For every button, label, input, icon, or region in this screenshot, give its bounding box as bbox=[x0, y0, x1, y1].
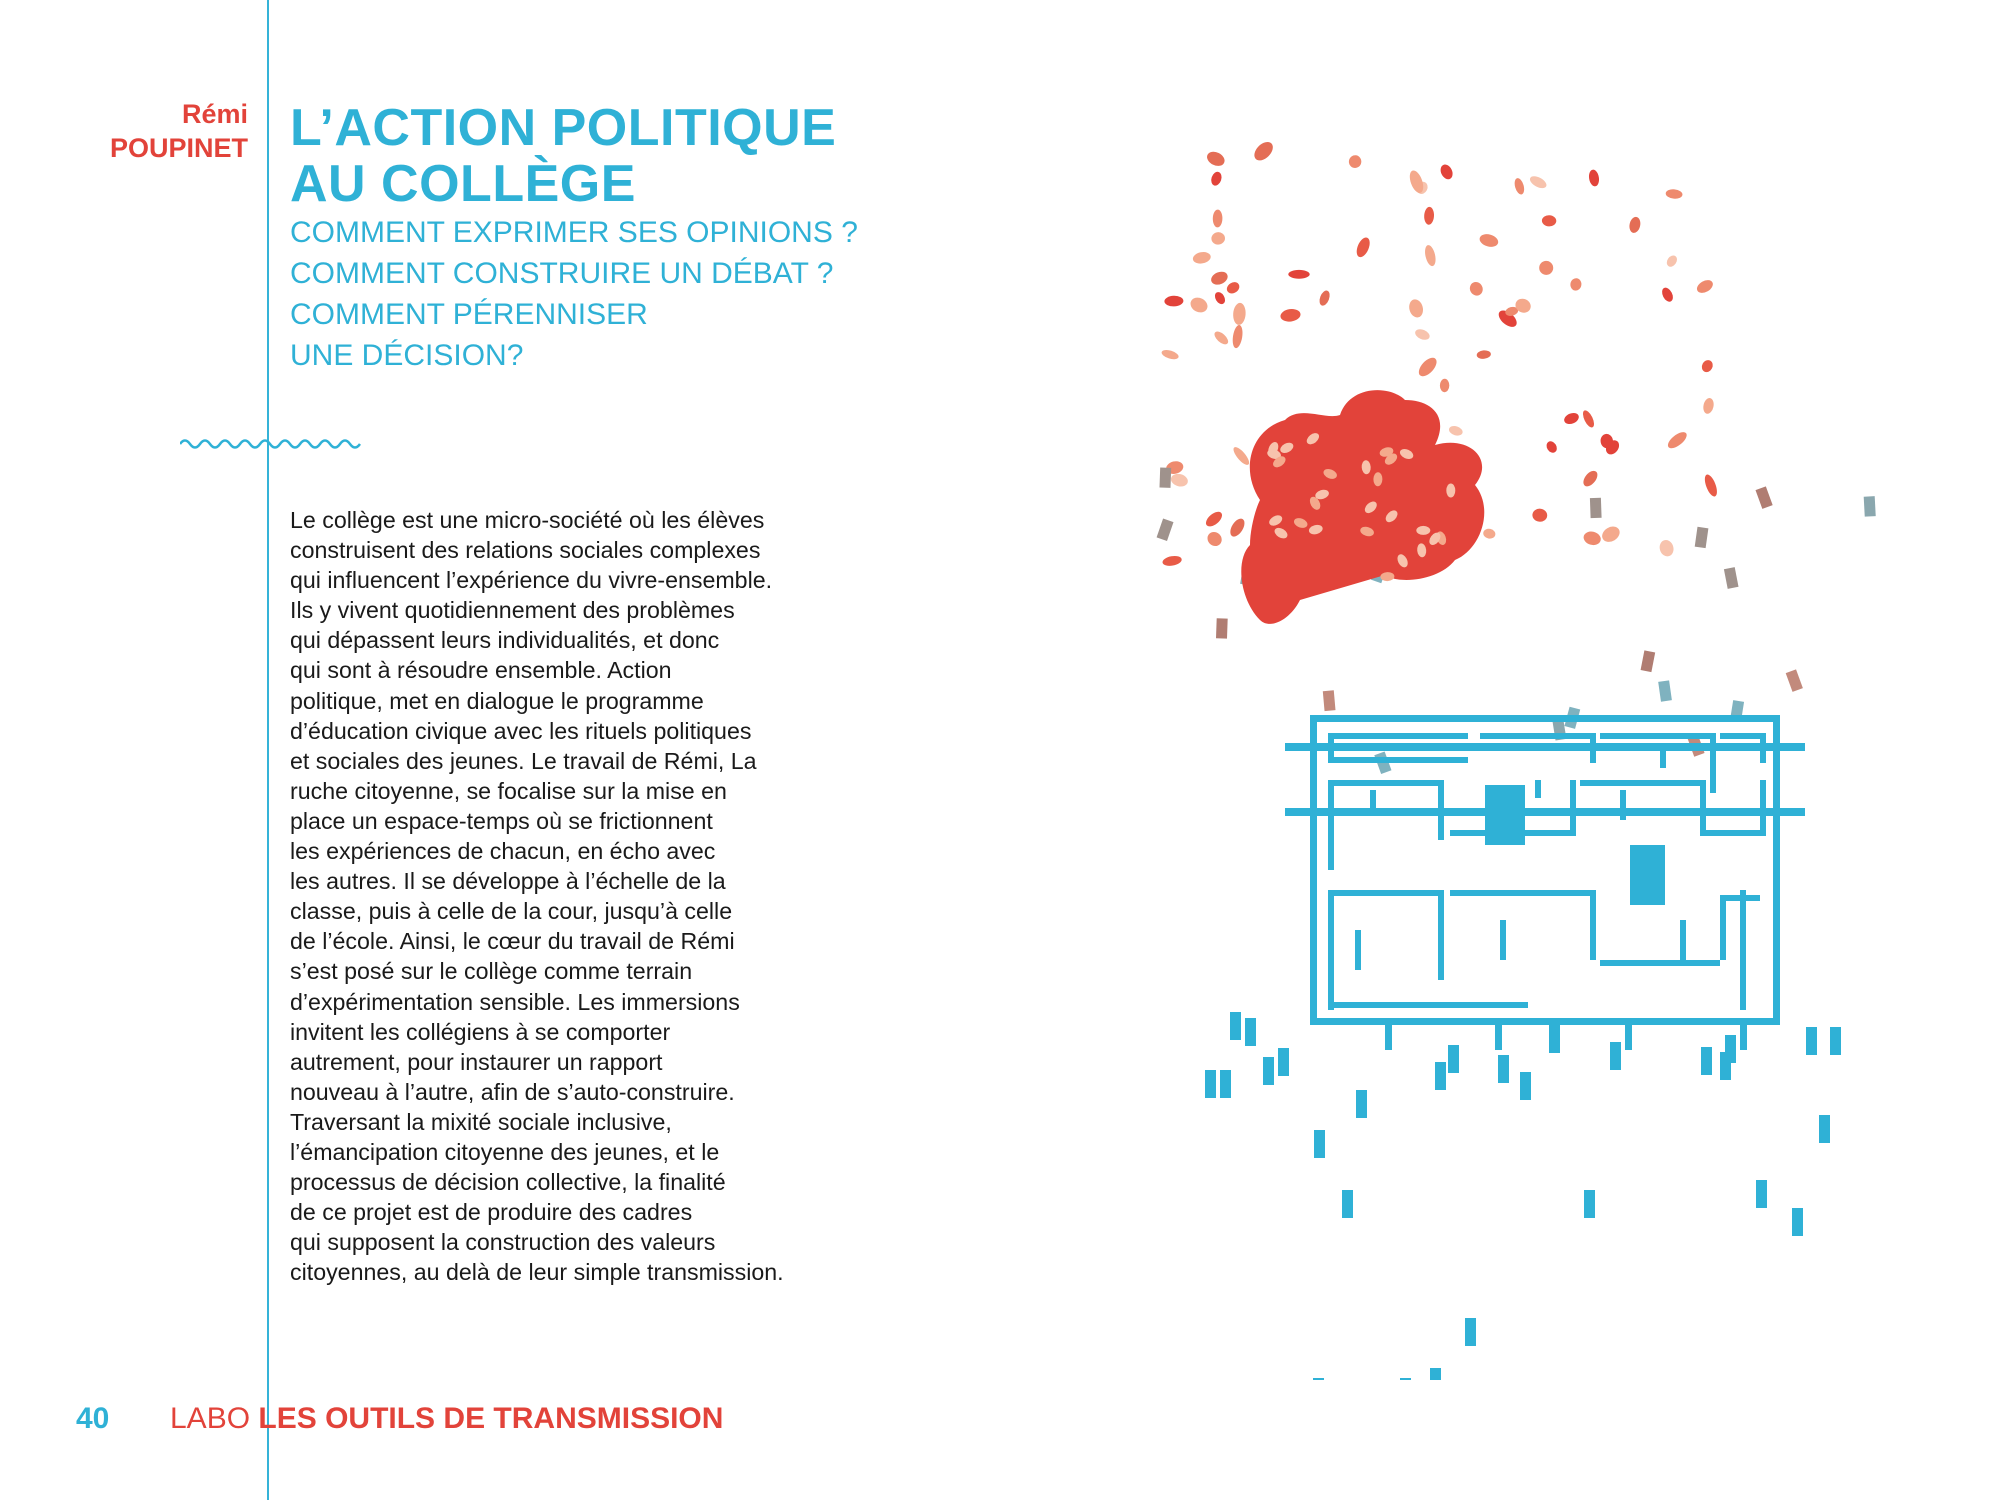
subtitle-line-4: UNE DÉCISION? bbox=[290, 339, 524, 372]
building-part bbox=[1495, 1025, 1502, 1050]
body-line: qui dépassent leurs individualités, et donc bbox=[290, 627, 720, 654]
author-first-name: Rémi bbox=[181, 99, 248, 129]
confetti-dot bbox=[1213, 210, 1223, 228]
rain-drop bbox=[1610, 1042, 1621, 1070]
building-part bbox=[1370, 790, 1376, 810]
page-title bbox=[290, 100, 836, 212]
building-part bbox=[1310, 715, 1317, 1025]
building-part bbox=[1328, 890, 1438, 896]
building-part bbox=[1760, 780, 1766, 836]
building-part bbox=[1285, 743, 1805, 751]
body-line: place un espace-temps où se frictionnent bbox=[290, 807, 713, 834]
body-line: invitent les collégiens à se comporter bbox=[290, 1018, 671, 1045]
building-part bbox=[1630, 845, 1665, 905]
rain-drop bbox=[1701, 1047, 1712, 1075]
body-paragraph bbox=[290, 505, 930, 1287]
blob-dot bbox=[1448, 424, 1464, 437]
building-part bbox=[1310, 715, 1780, 722]
rain-drop bbox=[1356, 1090, 1367, 1118]
confetti-dot bbox=[1438, 163, 1455, 182]
building-part bbox=[1720, 900, 1726, 960]
confetti-chip bbox=[1157, 519, 1174, 541]
confetti-chip bbox=[1216, 618, 1228, 638]
confetti-dot bbox=[1203, 509, 1224, 529]
confetti-dot bbox=[1231, 445, 1252, 467]
confetti-chip bbox=[1756, 486, 1773, 509]
rain-drop bbox=[1245, 1018, 1256, 1046]
confetti-chip bbox=[1323, 690, 1336, 711]
rain-drop bbox=[1830, 1027, 1841, 1055]
confetti-dot bbox=[1582, 530, 1602, 547]
rain-drop bbox=[1520, 1072, 1531, 1100]
rain-drop bbox=[1435, 1062, 1446, 1090]
confetti-dot bbox=[1563, 411, 1581, 426]
confetti-dot bbox=[1665, 429, 1689, 451]
building-part bbox=[1705, 830, 1765, 836]
building-part bbox=[1500, 920, 1506, 960]
rain-drop bbox=[1313, 1378, 1324, 1380]
footer-section-title: LES OUTILS DE TRANSMISSION bbox=[258, 1402, 724, 1435]
body-line: qui supposent la construction des valeurs bbox=[290, 1229, 716, 1256]
rain-drop bbox=[1342, 1190, 1353, 1218]
confetti-dot bbox=[1702, 397, 1715, 415]
building-part bbox=[1600, 733, 1710, 739]
body-line: Le collège est une micro-société où les élèves bbox=[290, 507, 765, 533]
confetti-dot bbox=[1665, 189, 1683, 200]
confetti-dot bbox=[1318, 289, 1332, 307]
building-part bbox=[1480, 733, 1590, 739]
building-part bbox=[1590, 733, 1596, 763]
building-part bbox=[1328, 890, 1334, 1010]
subtitle-line-2: COMMENT CONSTRUIRE UN DÉBAT ? bbox=[290, 257, 834, 290]
building-part bbox=[1310, 1018, 1780, 1025]
red-cloud-blob bbox=[1241, 390, 1484, 624]
confetti-dot bbox=[1702, 473, 1719, 498]
body-line: les autres. Il se développe à l’échelle de la bbox=[290, 868, 726, 895]
subtitle-line-1: COMMENT EXPRIMER SES OPINIONS ? bbox=[290, 216, 858, 249]
confetti-dot bbox=[1348, 154, 1362, 169]
confetti-dot bbox=[1440, 379, 1450, 393]
confetti-dot bbox=[1482, 528, 1496, 540]
body-line: l’émancipation citoyenne des jeunes, et le bbox=[290, 1138, 720, 1165]
confetti-dot bbox=[1588, 169, 1600, 187]
confetti-dot bbox=[1528, 174, 1548, 191]
body-line: citoyennes, au delà de leur simple transmission. bbox=[290, 1259, 784, 1286]
subtitle-line-3: COMMENT PÉRENNISER bbox=[290, 298, 648, 331]
building-part bbox=[1328, 757, 1468, 763]
rain-drop bbox=[1205, 1070, 1216, 1098]
building-part bbox=[1485, 785, 1525, 845]
confetti-dot bbox=[1231, 324, 1244, 349]
confetti-dot bbox=[1478, 232, 1500, 249]
rain-drop bbox=[1430, 1368, 1441, 1380]
confetti-dot bbox=[1210, 170, 1224, 187]
rain-drop bbox=[1819, 1115, 1830, 1143]
rain-drop bbox=[1400, 1378, 1411, 1380]
body-line: processus de décision collective, la finalité bbox=[290, 1169, 726, 1196]
rain-drop bbox=[1498, 1055, 1509, 1083]
confetti-dot bbox=[1581, 468, 1601, 489]
body-line: d’éducation civique avec les rituels politiques bbox=[290, 717, 752, 744]
confetti-dot bbox=[1700, 358, 1715, 374]
building-part bbox=[1580, 780, 1700, 786]
body-line: de l’école. Ainsi, le cœur du travail de Rémi bbox=[290, 928, 735, 955]
building-part bbox=[1590, 890, 1596, 960]
rain-drop bbox=[1314, 1130, 1325, 1158]
building-part bbox=[1760, 733, 1766, 763]
vertical-rule bbox=[267, 0, 269, 1500]
rain-drop bbox=[1220, 1070, 1231, 1098]
confetti-dot bbox=[1213, 290, 1227, 306]
building-part bbox=[1660, 750, 1666, 768]
confetti-dot bbox=[1513, 177, 1526, 196]
confetti-dot bbox=[1658, 538, 1676, 558]
blob-dot bbox=[1416, 526, 1430, 535]
rain-drop bbox=[1230, 1012, 1241, 1040]
confetti-chip bbox=[1695, 527, 1709, 548]
page-footer bbox=[0, 1402, 900, 1442]
confetti-dot bbox=[1544, 439, 1558, 454]
page-number: 40 bbox=[76, 1402, 110, 1435]
confetti-dot bbox=[1660, 286, 1675, 304]
confetti-dot bbox=[1536, 258, 1556, 278]
confetti-dot bbox=[1212, 329, 1230, 346]
confetti-dot bbox=[1188, 295, 1210, 315]
building-icon bbox=[1285, 715, 1805, 1050]
confetti-dot bbox=[1695, 277, 1715, 295]
confetti-dot bbox=[1423, 244, 1437, 267]
confetti-dot bbox=[1205, 149, 1227, 169]
building-part bbox=[1438, 890, 1444, 980]
building-part bbox=[1625, 1025, 1632, 1050]
title-line-2: AU COLLÈGE bbox=[290, 155, 636, 213]
confetti-dot bbox=[1164, 295, 1183, 306]
building-part bbox=[1285, 808, 1805, 816]
building-part bbox=[1535, 780, 1541, 798]
footer-section-prefix: LABO bbox=[170, 1402, 251, 1435]
confetti-dot bbox=[1414, 327, 1432, 342]
building-part bbox=[1450, 890, 1590, 896]
rain-drop bbox=[1584, 1190, 1595, 1218]
confetti-dot bbox=[1251, 138, 1276, 163]
college-building-illustration bbox=[1100, 130, 1900, 1380]
subtitle-questions bbox=[290, 212, 858, 376]
confetti-dot bbox=[1581, 409, 1597, 429]
body-line: qui influencent l’expérience du vivre-ensemble. bbox=[290, 567, 773, 594]
confetti-chip bbox=[1786, 669, 1803, 692]
building-part bbox=[1328, 733, 1468, 739]
rain-drop bbox=[1448, 1045, 1459, 1073]
confetti-dot bbox=[1407, 298, 1425, 319]
rain-drop bbox=[1806, 1027, 1817, 1055]
building-part bbox=[1720, 733, 1765, 739]
building-part bbox=[1710, 733, 1716, 793]
building-part bbox=[1700, 780, 1706, 836]
confetti-dot bbox=[1424, 207, 1435, 225]
building-part bbox=[1355, 930, 1361, 970]
building-part bbox=[1385, 1025, 1392, 1050]
building-part bbox=[1570, 780, 1576, 836]
body-line: les expériences de chacun, en écho avec bbox=[290, 838, 716, 865]
confetti-chip bbox=[1160, 468, 1172, 488]
confetti-chip bbox=[1864, 496, 1876, 517]
body-line: qui sont à résoudre ensemble. Action bbox=[290, 657, 672, 684]
body-line: nouveau à l’autre, afin de s’auto-construire. bbox=[290, 1078, 735, 1105]
body-line: et sociales des jeunes. Le travail de Rémi, La bbox=[290, 747, 757, 774]
confetti-dot bbox=[1227, 516, 1247, 539]
body-line: s’est posé sur le collège comme terrain bbox=[290, 958, 693, 985]
rain-drop bbox=[1465, 1318, 1476, 1346]
confetti-dot bbox=[1192, 251, 1212, 265]
confetti-dot bbox=[1665, 254, 1679, 269]
confetti-dot bbox=[1205, 529, 1225, 549]
blue-rain-particles bbox=[1205, 1012, 1841, 1380]
building-part bbox=[1438, 780, 1444, 840]
body-line: Ils y vivent quotidiennement des problèmes bbox=[290, 597, 735, 624]
confetti-dot bbox=[1211, 231, 1226, 245]
rain-drop bbox=[1549, 1025, 1560, 1053]
confetti-dot bbox=[1599, 523, 1622, 545]
building-part bbox=[1620, 790, 1626, 820]
author-last-name: POUPINET bbox=[109, 133, 248, 163]
confetti-dot bbox=[1232, 302, 1246, 325]
building-part bbox=[1740, 1025, 1747, 1050]
confetti-dot bbox=[1161, 348, 1180, 361]
author-name bbox=[110, 97, 248, 165]
building-part bbox=[1328, 1002, 1528, 1008]
confetti-dot bbox=[1628, 216, 1642, 234]
body-line: Traversant la mixité sociale inclusive, bbox=[290, 1108, 672, 1135]
confetti-chip bbox=[1641, 650, 1656, 672]
wave-divider-icon bbox=[180, 434, 362, 454]
body-line: politique, met en dialogue le programme bbox=[290, 687, 704, 714]
confetti-chip bbox=[1590, 498, 1602, 518]
body-line: de ce projet est de produire des cadres bbox=[290, 1199, 693, 1226]
confetti-dot bbox=[1468, 280, 1485, 298]
body-line: construisent des relations sociales complexes bbox=[290, 537, 761, 564]
title-line-1: L’ACTION POLITIQUE bbox=[290, 99, 837, 157]
building-part bbox=[1328, 780, 1438, 786]
body-line: autrement, pour instaurer un rapport bbox=[290, 1048, 663, 1075]
building-part bbox=[1773, 715, 1780, 1025]
confetti-dot bbox=[1225, 280, 1242, 296]
confetti-dot bbox=[1570, 277, 1583, 291]
confetti-dot bbox=[1288, 270, 1309, 279]
building-part bbox=[1600, 960, 1720, 966]
rain-drop bbox=[1278, 1048, 1289, 1076]
building-part bbox=[1328, 780, 1334, 870]
confetti-chip bbox=[1658, 680, 1672, 701]
blob-dot bbox=[1446, 484, 1455, 498]
rain-drop bbox=[1756, 1180, 1767, 1208]
confetti-dot bbox=[1354, 236, 1372, 259]
rain-drop bbox=[1792, 1208, 1803, 1236]
confetti-chip bbox=[1724, 567, 1739, 589]
rain-drop bbox=[1263, 1057, 1274, 1085]
confetti-dot bbox=[1280, 308, 1302, 323]
confetti-dot bbox=[1416, 355, 1440, 380]
confetti-dot bbox=[1162, 555, 1183, 568]
body-line: classe, puis à celle de la cour, jusqu’à celle bbox=[290, 898, 733, 925]
confetti-dot bbox=[1170, 472, 1190, 488]
rain-drop bbox=[1725, 1035, 1736, 1063]
building-part bbox=[1680, 920, 1686, 960]
body-line: d’expérimentation sensible. Les immersions bbox=[290, 988, 740, 1015]
confetti-dot bbox=[1542, 215, 1557, 227]
confetti-dot bbox=[1209, 269, 1230, 287]
confetti-dot bbox=[1476, 350, 1491, 360]
confetti-dot bbox=[1532, 508, 1548, 522]
building-part bbox=[1740, 890, 1746, 1010]
footer-section-label bbox=[170, 1402, 723, 1436]
body-line: ruche citoyenne, se focalise sur la mise en bbox=[290, 777, 727, 804]
